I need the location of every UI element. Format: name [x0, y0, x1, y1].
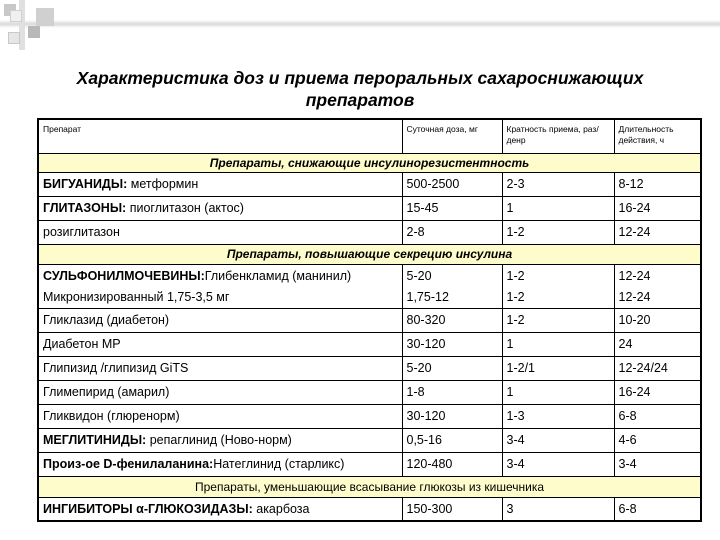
decorative-square: [28, 26, 40, 38]
decorative-square: [10, 10, 22, 22]
drug-cell: [38, 428, 402, 452]
duration-cell: 3-4: [614, 452, 701, 476]
duration-value: 12-24: [618, 289, 651, 304]
frequency-cell: 1: [502, 196, 614, 220]
dose-cell: 30-120: [402, 332, 502, 356]
dose-cell: 1-8: [402, 380, 502, 404]
drug-class: БИГУАНИДЫ:: [43, 177, 128, 191]
dose-cell: 80-320: [402, 308, 502, 332]
header-duration: Длительность действия, ч: [614, 119, 701, 153]
frequency-cell: 3: [502, 497, 614, 521]
drug-cell: [38, 196, 402, 220]
frequency-cell: 1-2: [502, 308, 614, 332]
table-row: [38, 452, 701, 476]
slide-decoration: [0, 0, 720, 50]
frequency-cell: [502, 264, 614, 308]
drug-cell: [38, 404, 402, 428]
section-row: [38, 153, 701, 172]
drug-cell: [38, 497, 402, 521]
drug-name: репаглинид (Ново-норм): [146, 433, 292, 447]
header-dose: Суточная доза, мг: [402, 119, 502, 153]
drug-class: МЕГЛИТИНИДЫ:: [43, 433, 147, 447]
dose-value: 1,75-12: [406, 289, 449, 304]
drug-class: ИНГИБИТОРЫ α-ГЛЮКОЗИДАЗЫ:: [43, 501, 253, 516]
frequency-cell: 2-3: [502, 172, 614, 196]
table-row: [38, 196, 701, 220]
dose-cell: 150-300: [402, 497, 502, 521]
frequency-cell: 1-2: [502, 220, 614, 244]
drug-cell: [38, 380, 402, 404]
drug-class: СУЛЬФОНИЛМОЧЕВИНЫ:: [43, 268, 205, 283]
drug-name: Диабетон МР: [43, 337, 121, 351]
dose-cell: 15-45: [402, 196, 502, 220]
frequency-cell: 3-4: [502, 452, 614, 476]
section-label: Препараты, снижающие инсулинорезистентность: [38, 153, 701, 172]
drug-name: Натеглинид (старликс): [213, 457, 345, 471]
dose-cell: 120-480: [402, 452, 502, 476]
drug-name: Гликвидон (глюренорм): [43, 409, 180, 423]
section-label: Препараты, уменьшающие всасывание глюкозы из кишечника: [38, 476, 701, 497]
dose-cell: 2-8: [402, 220, 502, 244]
frequency-cell: 1-3: [502, 404, 614, 428]
drug-cell: [38, 356, 402, 380]
dose-cell: 5-20: [402, 356, 502, 380]
frequency-cell: 1: [502, 380, 614, 404]
drug-cell: [38, 264, 402, 308]
dose-cell: 0,5-16: [402, 428, 502, 452]
duration-cell: [614, 264, 701, 308]
section-row: [38, 476, 701, 497]
table-row: [38, 356, 701, 380]
table-row: [38, 380, 701, 404]
table-row: [38, 428, 701, 452]
page-title: Характеристика доз и приема пероральных сахароснижающих препаратов: [76, 68, 644, 110]
dose-cell: [402, 264, 502, 308]
frequency-value: 1-2: [506, 289, 525, 304]
drug-cell: [38, 220, 402, 244]
drug-name-secondary: Микронизированный 1,75-3,5 мг: [43, 289, 230, 304]
drug-name: Гликлазид (диабетон): [43, 313, 170, 327]
duration-value: 12-24: [618, 268, 651, 283]
dose-value: 5-20: [406, 268, 432, 283]
drug-name: Глипизид /глипизид GiTS: [43, 361, 189, 375]
drug-class: ГЛИТАЗОНЫ:: [43, 201, 127, 215]
table-row: [38, 497, 701, 521]
drug-name: пиоглитазон (актос): [126, 201, 244, 215]
drug-name: розиглитазон: [43, 225, 120, 239]
duration-cell: 6-8: [614, 497, 701, 521]
section-label: Препараты, повышающие секрецию инсулина: [38, 244, 701, 264]
table-row: [38, 264, 701, 308]
header-frequency: Кратность приема, раз/денр: [502, 119, 614, 153]
frequency-value: 1-2: [506, 268, 525, 283]
table-row: [38, 308, 701, 332]
decorative-bar: [0, 20, 720, 28]
drug-table: [37, 118, 702, 522]
table-row: [38, 404, 701, 428]
duration-cell: 6-8: [614, 404, 701, 428]
duration-cell: 8-12: [614, 172, 701, 196]
table-row: [38, 220, 701, 244]
drug-name: метформин: [127, 177, 199, 191]
decorative-square: [8, 32, 20, 44]
drug-class: Произ-ое D-фенилаланина:: [43, 457, 214, 471]
frequency-cell: 3-4: [502, 428, 614, 452]
duration-cell: 16-24: [614, 196, 701, 220]
drug-name: Глимепирид (амарил): [43, 385, 170, 399]
section-row: [38, 244, 701, 264]
duration-cell: 16-24: [614, 380, 701, 404]
duration-cell: 12-24/24: [614, 356, 701, 380]
frequency-cell: 1-2/1: [502, 356, 614, 380]
table-row: [38, 172, 701, 196]
duration-cell: 4-6: [614, 428, 701, 452]
drug-cell: [38, 172, 402, 196]
duration-cell: 12-24: [614, 220, 701, 244]
dose-cell: 30-120: [402, 404, 502, 428]
drug-cell: [38, 308, 402, 332]
header-drug: Препарат: [38, 119, 402, 153]
dose-cell: 500-2500: [402, 172, 502, 196]
frequency-cell: 1: [502, 332, 614, 356]
drug-cell: [38, 452, 402, 476]
table-header-row: [38, 119, 701, 153]
duration-cell: 10-20: [614, 308, 701, 332]
drug-name: акарбоза: [252, 501, 310, 516]
decorative-square: [36, 8, 54, 26]
duration-cell: 24: [614, 332, 701, 356]
drug-name: Глибенкламид (манинил): [204, 268, 352, 283]
table-row: [38, 332, 701, 356]
drug-cell: [38, 332, 402, 356]
